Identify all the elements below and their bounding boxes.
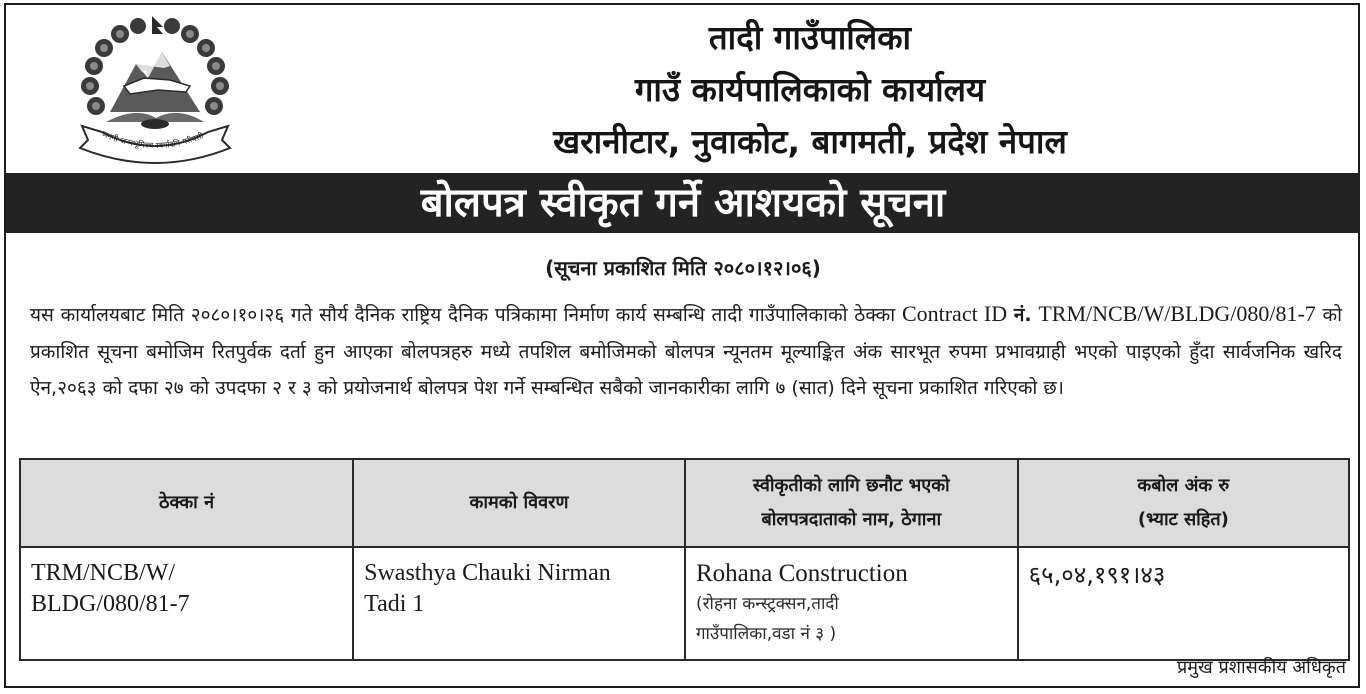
notice-body — [30, 296, 1342, 407]
nepal-emblem — [66, 14, 244, 164]
work-line2: Tadi 1 — [364, 591, 425, 617]
signatory-title: प्रमुख प्रशासकीय अधिकृत — [1177, 657, 1346, 678]
office-name: गाउँ कार्यपालिकाको कार्यालय — [634, 70, 986, 109]
header-amount-line1: कबोल अंक रु — [1137, 475, 1230, 496]
header-amount — [1018, 459, 1349, 547]
cell-bidder — [685, 547, 1018, 660]
header-amount-line2: (भ्याट सहित) — [1137, 509, 1229, 530]
award-table — [19, 458, 1350, 661]
table-header-row — [20, 459, 1349, 547]
cell-contract-no — [20, 547, 353, 660]
notice-title-banner: बोलपत्र स्वीकृत गर्ने आशयको सूचना — [6, 173, 1360, 233]
bidder-address-line2: गाउँपालिका,वडा नं ३ ) — [695, 624, 837, 644]
number-label: नं. — [1013, 304, 1032, 326]
header-bidder — [685, 459, 1018, 547]
header-contract-no: ठेक्का नं — [20, 459, 353, 547]
cell-amount: ६५,०४,१९१।४३ — [1018, 547, 1349, 660]
contract-no-line1: TRM/NCB/W/ — [31, 560, 176, 586]
header-bidder-line1: स्वीकृतीको लागि छनौट भएको — [752, 475, 950, 496]
table-row — [20, 547, 1349, 660]
emblem-motto: जननी जन्मभूमिश्च स्वर्गादपि गरीयसी — [100, 129, 205, 151]
notice-contract-id: TRM/NCB/W/BLDG/080/81-7 — [1038, 301, 1316, 326]
work-line1: Swasthya Chauki Nirman — [364, 560, 611, 586]
contract-no-line2: BLDG/080/81-7 — [31, 591, 190, 617]
notice-text-part2: को प्रकाशित सूचना बमोजिम रितपुर्वक दर्ता हुन आएका बोलपत्रहरु मध्ये तपशिल बमोजिमको बोलपत्र न्यूनतम मूल्याङ्कित अंक सारभूत रुपमा प्रभावग्राही भएको पाइएको हुँदा सार्वजनिक खरिद ऐन,२०६३ को दफा २७ को उपदफा २ र ३ को प्रयोजनार्थ बोलपत्र पेश गर्ने सम्बन्धित सबैको जानकारीका लागि ७ (सात) दिने सूचना प्रकाशित गरिएको छ। — [30, 304, 1343, 399]
office-address: खरानीटार, नुवाकोट, बागमती, प्रदेश नेपाल — [553, 122, 1067, 161]
header-bidder-line2: बोलपत्रदाताको नाम, ठेगाना — [761, 509, 942, 530]
publication-date: (सूचना प्रकाशित मिति २०८०।१२।०६) — [545, 256, 821, 280]
notice-text-part1: यस कार्यालयबाट मिति २०८०।१०।२६ गते सौर्य दैनिक राष्ट्रिय दैनिक पत्रिकामा निर्माण कार्य सम्बन्धि तादी गाउँपालिकाको ठेक्का — [30, 304, 896, 326]
header-work-description: कामको विवरण — [353, 459, 685, 547]
bidder-address-line1: (रोहना कन्स्ट्रक्सन,तादी — [695, 594, 839, 614]
contract-id-label: Contract ID — [901, 301, 1008, 326]
municipality-name: तादी गाउँपालिका — [708, 18, 912, 57]
bidder-name: Rohana Construction — [695, 560, 908, 587]
cell-work-description — [353, 547, 685, 660]
